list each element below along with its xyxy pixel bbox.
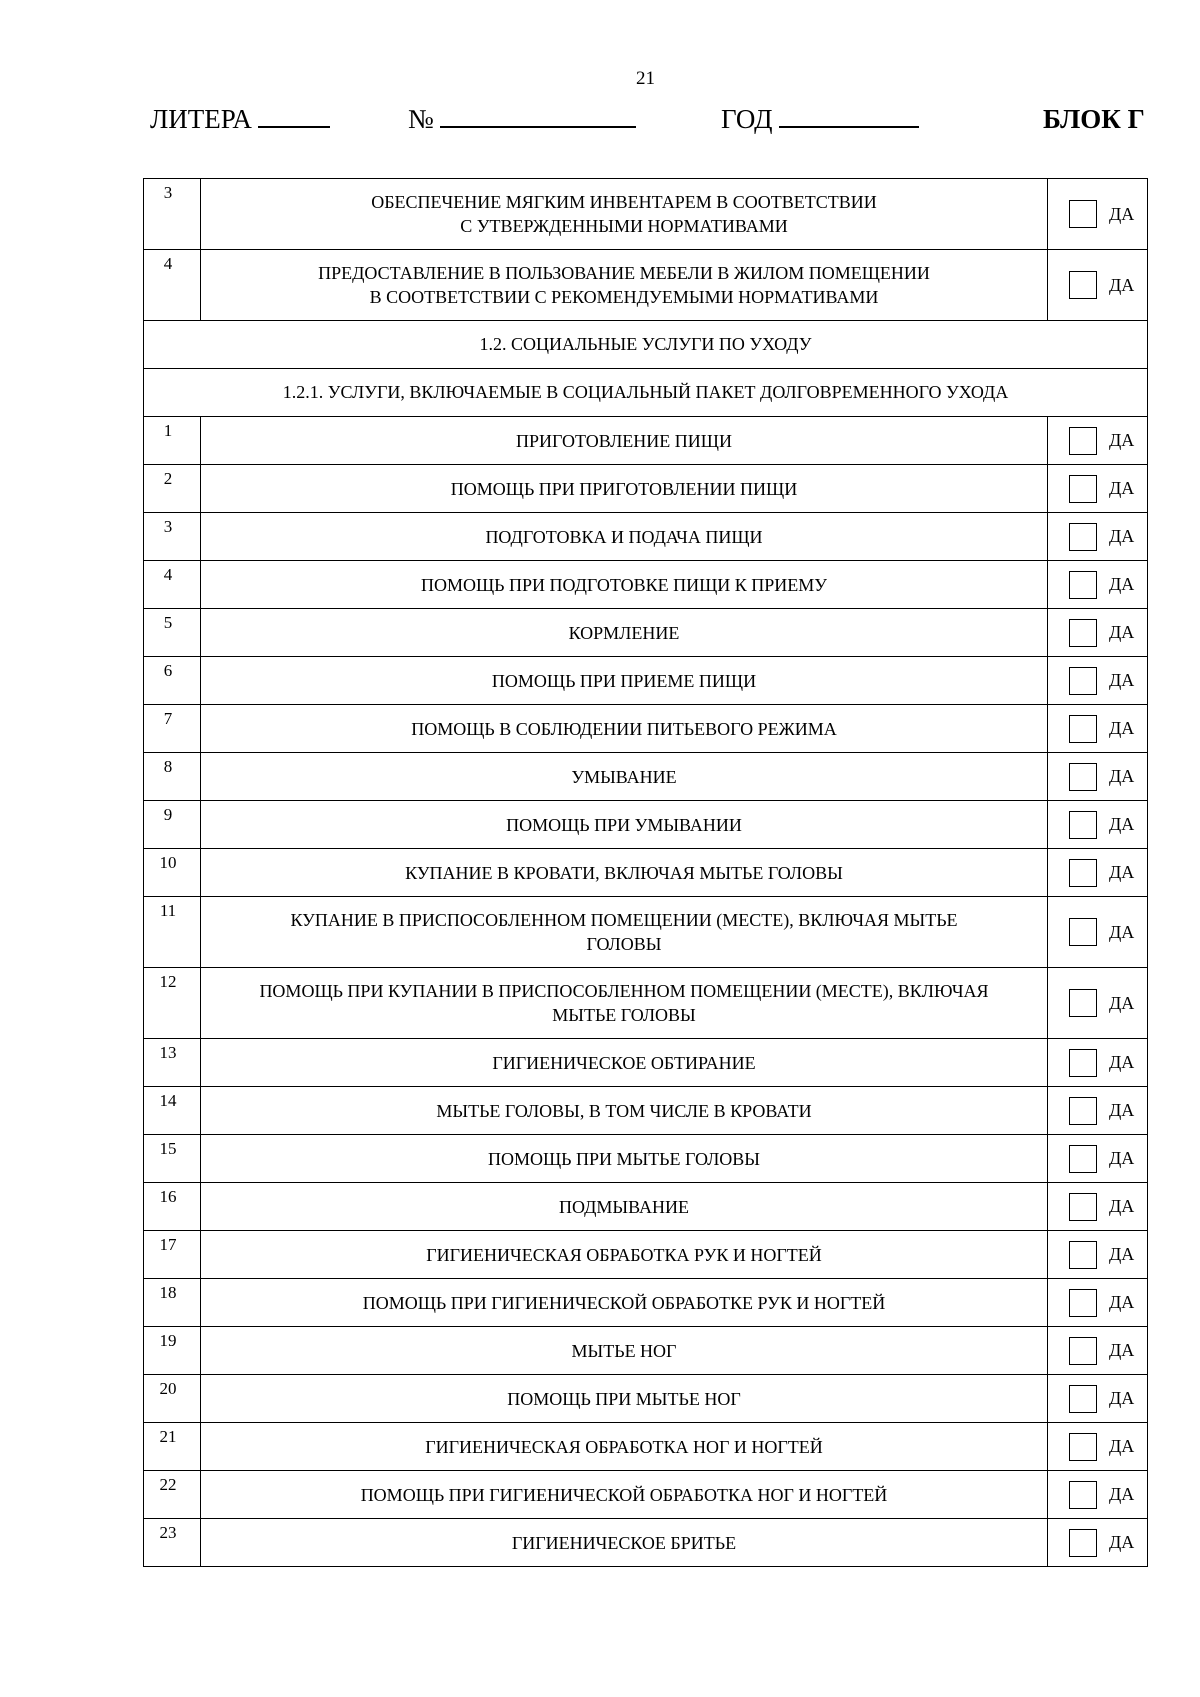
block-label: БЛОК Г <box>1043 104 1145 134</box>
yes-checkbox-cell <box>1048 801 1148 849</box>
yes-checkbox[interactable] <box>1069 571 1097 599</box>
yes-checkbox-group <box>1048 1529 1147 1557</box>
row-number: 21 <box>159 1427 177 1446</box>
table-row <box>144 753 1148 801</box>
row-number-cell <box>144 561 201 609</box>
row-number-cell <box>144 1327 201 1375</box>
row-number: 18 <box>159 1283 177 1302</box>
yes-label: ДА <box>1109 766 1135 786</box>
yes-checkbox[interactable] <box>1069 200 1097 228</box>
section-title-row <box>144 321 1148 369</box>
yes-checkbox-cell <box>1048 1183 1148 1231</box>
form-header <box>150 104 1150 144</box>
table-row <box>144 1279 1148 1327</box>
service-name: ОБЕСПЕЧЕНИЕ МЯГКИМ ИНВЕНТАРЕМ В СООТВЕТСТВИИ С УТВЕРЖДЕННЫМИ НОРМАТИВАМИ <box>371 192 877 236</box>
yes-checkbox[interactable] <box>1069 427 1097 455</box>
service-name: ПОМОЩЬ ПРИ КУПАНИИ В ПРИСПОСОБЛЕННОМ ПОМЕЩЕНИИ (МЕСТЕ), ВКЛЮЧАЯ МЫТЬЕ ГОЛОВЫ <box>259 981 989 1025</box>
service-name-cell <box>201 513 1048 561</box>
row-number-cell <box>144 417 201 465</box>
row-number-cell <box>144 1279 201 1327</box>
yes-checkbox-group <box>1048 763 1147 791</box>
yes-checkbox[interactable] <box>1069 811 1097 839</box>
service-name-cell <box>201 179 1048 250</box>
yes-checkbox-cell <box>1048 657 1148 705</box>
yes-checkbox[interactable] <box>1069 763 1097 791</box>
row-number: 6 <box>163 661 173 680</box>
yes-label: ДА <box>1109 430 1135 450</box>
yes-checkbox-cell <box>1048 1423 1148 1471</box>
yes-label: ДА <box>1109 574 1135 594</box>
subsection-title: 1.2.1. УСЛУГИ, ВКЛЮЧАЕМЫЕ В СОЦИАЛЬНЫЙ ПАКЕТ ДОЛГОВРЕМЕННОГО УХОДА <box>144 369 1148 417</box>
yes-checkbox-group <box>1048 1193 1147 1221</box>
service-name: ГИГИЕНИЧЕСКАЯ ОБРАБОТКА РУК И НОГТЕЙ <box>426 1244 822 1265</box>
yes-checkbox[interactable] <box>1069 1289 1097 1317</box>
yes-checkbox-group <box>1048 1241 1147 1269</box>
yes-checkbox-group <box>1048 715 1147 743</box>
row-number: 23 <box>159 1523 177 1542</box>
service-name-cell <box>201 1279 1048 1327</box>
row-number: 3 <box>163 517 173 536</box>
yes-checkbox-cell <box>1048 897 1148 968</box>
yes-checkbox[interactable] <box>1069 619 1097 647</box>
row-number-cell <box>144 968 201 1039</box>
service-name: КУПАНИЕ В ПРИСПОСОБЛЕННОМ ПОМЕЩЕНИИ (МЕСТЕ), ВКЛЮЧАЯ МЫТЬЕ ГОЛОВЫ <box>290 910 958 954</box>
table-row <box>144 417 1148 465</box>
row-number-cell <box>144 1087 201 1135</box>
service-name: МЫТЬЕ НОГ <box>571 1340 677 1361</box>
table-row <box>144 609 1148 657</box>
yes-label: ДА <box>1109 1532 1135 1552</box>
row-number: 10 <box>159 853 177 872</box>
table-row <box>144 1471 1148 1519</box>
row-number: 17 <box>159 1235 177 1254</box>
yes-checkbox[interactable] <box>1069 1433 1097 1461</box>
row-number-cell <box>144 1519 201 1567</box>
row-number: 11 <box>159 901 177 920</box>
yes-checkbox-cell <box>1048 1471 1148 1519</box>
service-name: ГИГИЕНИЧЕСКОЕ БРИТЬЕ <box>511 1532 737 1553</box>
table-row <box>144 1519 1148 1567</box>
yes-checkbox[interactable] <box>1069 918 1097 946</box>
service-name: КУПАНИЕ В КРОВАТИ, ВКЛЮЧАЯ МЫТЬЕ ГОЛОВЫ <box>405 862 843 883</box>
yes-label: ДА <box>1109 1388 1135 1408</box>
yes-label: ДА <box>1109 1052 1135 1072</box>
service-name: ГИГИЕНИЧЕСКАЯ ОБРАБОТКА НОГ И НОГТЕЙ <box>425 1436 823 1457</box>
yes-checkbox-group <box>1048 619 1147 647</box>
yes-label: ДА <box>1109 1196 1135 1216</box>
service-name-cell <box>201 609 1048 657</box>
service-name: ПРИГОТОВЛЕНИЕ ПИЩИ <box>516 430 732 451</box>
table-row <box>144 897 1148 968</box>
yes-checkbox-group <box>1048 571 1147 599</box>
yes-checkbox[interactable] <box>1069 1241 1097 1269</box>
service-name-cell <box>201 250 1048 321</box>
yes-checkbox-cell <box>1048 1327 1148 1375</box>
yes-checkbox-group <box>1048 427 1147 455</box>
row-number: 12 <box>159 972 177 991</box>
service-name: ПОДМЫВАНИЕ <box>559 1196 689 1217</box>
yes-checkbox-cell <box>1048 250 1148 321</box>
row-number: 5 <box>163 613 173 632</box>
yes-checkbox[interactable] <box>1069 1097 1097 1125</box>
service-name-cell <box>201 417 1048 465</box>
table-row <box>144 1183 1148 1231</box>
yes-checkbox-cell <box>1048 1087 1148 1135</box>
yes-label: ДА <box>1109 814 1135 834</box>
table-row <box>144 465 1148 513</box>
yes-checkbox-cell <box>1048 513 1148 561</box>
year-blank[interactable] <box>779 104 919 128</box>
table-row <box>144 1087 1148 1135</box>
service-name-cell <box>201 1183 1048 1231</box>
yes-checkbox[interactable] <box>1069 475 1097 503</box>
service-name-cell <box>201 968 1048 1039</box>
yes-checkbox-cell <box>1048 609 1148 657</box>
service-name-cell <box>201 1087 1048 1135</box>
yes-label: ДА <box>1109 1292 1135 1312</box>
yes-checkbox-group <box>1048 1433 1147 1461</box>
service-name: ПОМОЩЬ ПРИ ПОДГОТОВКЕ ПИЩИ К ПРИЕМУ <box>420 574 828 595</box>
yes-label: ДА <box>1109 1340 1135 1360</box>
yes-checkbox-group <box>1048 475 1147 503</box>
service-name-cell <box>201 1039 1048 1087</box>
yes-label: ДА <box>1109 622 1135 642</box>
yes-checkbox-group <box>1048 667 1147 695</box>
yes-checkbox-cell <box>1048 968 1148 1039</box>
yes-label: ДА <box>1109 1484 1135 1504</box>
row-number: 4 <box>163 254 173 273</box>
yes-checkbox[interactable] <box>1069 1193 1097 1221</box>
yes-checkbox-group <box>1048 1049 1147 1077</box>
yes-checkbox-cell <box>1048 705 1148 753</box>
service-name-cell <box>201 1135 1048 1183</box>
row-number: 22 <box>159 1475 177 1494</box>
table-row <box>144 250 1148 321</box>
yes-checkbox-group <box>1048 1289 1147 1317</box>
yes-checkbox[interactable] <box>1069 859 1097 887</box>
yes-label: ДА <box>1109 1148 1135 1168</box>
table-row <box>144 513 1148 561</box>
yes-checkbox[interactable] <box>1069 1145 1097 1173</box>
row-number: 8 <box>163 757 173 776</box>
yes-checkbox-cell <box>1048 1039 1148 1087</box>
table-row <box>144 1423 1148 1471</box>
subsection-title-row <box>144 369 1148 417</box>
row-number-cell <box>144 1183 201 1231</box>
row-number-cell <box>144 1039 201 1087</box>
row-number-cell <box>144 1375 201 1423</box>
services-table <box>143 178 1148 1567</box>
service-name-cell <box>201 561 1048 609</box>
yes-checkbox-cell <box>1048 1279 1148 1327</box>
yes-checkbox-cell <box>1048 561 1148 609</box>
yes-checkbox-cell <box>1048 1375 1148 1423</box>
table-row <box>144 801 1148 849</box>
year-field <box>721 104 919 135</box>
number-field <box>408 104 636 135</box>
litera-field <box>150 104 330 135</box>
service-name-cell <box>201 897 1048 968</box>
row-number-cell <box>144 1135 201 1183</box>
yes-checkbox[interactable] <box>1069 1529 1097 1557</box>
yes-checkbox[interactable] <box>1069 523 1097 551</box>
yes-checkbox-cell <box>1048 753 1148 801</box>
table-row <box>144 657 1148 705</box>
yes-label: ДА <box>1109 670 1135 690</box>
yes-checkbox-group <box>1048 1385 1147 1413</box>
yes-checkbox-group <box>1048 523 1147 551</box>
yes-checkbox-group <box>1048 918 1147 946</box>
service-name-cell <box>201 657 1048 705</box>
service-name: ПОМОЩЬ ПРИ МЫТЬЕ ГОЛОВЫ <box>487 1148 760 1169</box>
service-name-cell <box>201 1423 1048 1471</box>
yes-label: ДА <box>1109 992 1135 1013</box>
yes-checkbox[interactable] <box>1069 989 1097 1017</box>
row-number-cell <box>144 609 201 657</box>
yes-checkbox-cell <box>1048 465 1148 513</box>
service-name-cell <box>201 801 1048 849</box>
yes-checkbox-group <box>1048 1481 1147 1509</box>
yes-checkbox-group <box>1048 989 1147 1017</box>
row-number-cell <box>144 1471 201 1519</box>
service-name: ПРЕДОСТАВЛЕНИЕ В ПОЛЬЗОВАНИЕ МЕБЕЛИ В ЖИЛОМ ПОМЕЩЕНИИ В СООТВЕТСТВИИ С РЕКОМЕНДУЕМЫМИ НОРМАТИВАМИ <box>318 263 930 307</box>
row-number: 9 <box>163 805 173 824</box>
yes-checkbox-group <box>1048 200 1147 228</box>
yes-checkbox-group <box>1048 859 1147 887</box>
service-name: МЫТЬЕ ГОЛОВЫ, В ТОМ ЧИСЛЕ В КРОВАТИ <box>436 1100 812 1121</box>
litera-blank[interactable] <box>258 104 330 128</box>
service-name: ПОМОЩЬ ПРИ ГИГИЕНИЧЕСКОЙ ОБРАБОТКА НОГ И НОГТЕЙ <box>360 1484 888 1505</box>
table-row <box>144 705 1148 753</box>
row-number: 14 <box>159 1091 177 1110</box>
service-name-cell <box>201 465 1048 513</box>
row-number-cell <box>144 849 201 897</box>
table-row <box>144 1375 1148 1423</box>
row-number: 13 <box>159 1043 177 1062</box>
row-number: 1 <box>163 421 173 440</box>
yes-label: ДА <box>1109 526 1135 546</box>
yes-checkbox-cell <box>1048 1519 1148 1567</box>
yes-checkbox[interactable] <box>1069 1385 1097 1413</box>
service-name-cell <box>201 849 1048 897</box>
service-name-cell <box>201 1231 1048 1279</box>
yes-label: ДА <box>1109 1244 1135 1264</box>
row-number-cell <box>144 657 201 705</box>
yes-checkbox[interactable] <box>1069 1481 1097 1509</box>
number-label: № <box>408 104 434 134</box>
yes-label: ДА <box>1109 862 1135 882</box>
year-label: ГОД <box>721 104 773 134</box>
service-name: ПОМОЩЬ ПРИ ПРИЕМЕ ПИЩИ <box>491 670 757 691</box>
yes-label: ДА <box>1109 921 1135 942</box>
service-name-cell <box>201 1519 1048 1567</box>
row-number: 19 <box>159 1331 177 1350</box>
yes-checkbox-cell <box>1048 849 1148 897</box>
yes-checkbox-group <box>1048 811 1147 839</box>
service-name: ПОМОЩЬ ПРИ МЫТЬЕ НОГ <box>507 1388 741 1409</box>
service-name-cell <box>201 1471 1048 1519</box>
yes-checkbox-cell <box>1048 417 1148 465</box>
row-number-cell <box>144 465 201 513</box>
table-row <box>144 1327 1148 1375</box>
row-number-cell <box>144 1423 201 1471</box>
row-number: 16 <box>159 1187 177 1206</box>
yes-label: ДА <box>1109 1436 1135 1456</box>
row-number-cell <box>144 897 201 968</box>
row-number: 3 <box>163 183 173 202</box>
row-number: 20 <box>159 1379 177 1398</box>
table-row <box>144 179 1148 250</box>
table-row <box>144 1135 1148 1183</box>
service-name: ПОМОЩЬ ПРИ УМЫВАНИИ <box>506 814 742 835</box>
yes-label: ДА <box>1109 203 1135 224</box>
yes-checkbox-cell <box>1048 1135 1148 1183</box>
service-name: ПОМОЩЬ ПРИ ГИГИЕНИЧЕСКОЙ ОБРАБОТКЕ РУК И НОГТЕЙ <box>362 1292 886 1313</box>
yes-label: ДА <box>1109 718 1135 738</box>
yes-checkbox[interactable] <box>1069 1049 1097 1077</box>
service-name-cell <box>201 705 1048 753</box>
row-number: 15 <box>159 1139 177 1158</box>
litera-label: ЛИТЕРА <box>150 104 252 134</box>
row-number-cell <box>144 753 201 801</box>
service-name: ГИГИЕНИЧЕСКОЕ ОБТИРАНИЕ <box>492 1052 756 1073</box>
table-row <box>144 561 1148 609</box>
yes-checkbox-cell <box>1048 179 1148 250</box>
service-name-cell <box>201 1327 1048 1375</box>
yes-checkbox-group <box>1048 1097 1147 1125</box>
yes-checkbox-group <box>1048 271 1147 299</box>
yes-checkbox-cell <box>1048 1231 1148 1279</box>
yes-checkbox-group <box>1048 1337 1147 1365</box>
row-number: 7 <box>163 709 173 728</box>
row-number-cell <box>144 1231 201 1279</box>
section-title: 1.2. СОЦИАЛЬНЫЕ УСЛУГИ ПО УХОДУ <box>144 321 1148 369</box>
yes-checkbox[interactable] <box>1069 715 1097 743</box>
service-name: ПОМОЩЬ В СОБЛЮДЕНИИ ПИТЬЕВОГО РЕЖИМА <box>411 718 837 739</box>
services-table-body <box>144 179 1148 1567</box>
yes-checkbox[interactable] <box>1069 667 1097 695</box>
yes-checkbox[interactable] <box>1069 1337 1097 1365</box>
table-row <box>144 1039 1148 1087</box>
number-blank[interactable] <box>440 104 636 128</box>
yes-label: ДА <box>1109 1100 1135 1120</box>
service-name-cell <box>201 753 1048 801</box>
yes-checkbox-group <box>1048 1145 1147 1173</box>
yes-label: ДА <box>1109 274 1135 295</box>
yes-label: ДА <box>1109 478 1135 498</box>
row-number-cell <box>144 513 201 561</box>
row-number-cell <box>144 705 201 753</box>
row-number: 4 <box>163 565 173 584</box>
service-name: УМЫВАНИЕ <box>571 766 677 787</box>
table-row <box>144 1231 1148 1279</box>
page-number: 21 <box>636 68 655 89</box>
service-name: ПОДГОТОВКА И ПОДАЧА ПИЩИ <box>485 526 763 547</box>
service-name: КОРМЛЕНИЕ <box>568 622 680 643</box>
row-number-cell <box>144 250 201 321</box>
row-number: 2 <box>163 469 173 488</box>
table-row <box>144 849 1148 897</box>
row-number-cell <box>144 179 201 250</box>
table-row <box>144 968 1148 1039</box>
service-name-cell <box>201 1375 1048 1423</box>
row-number-cell <box>144 801 201 849</box>
service-name: ПОМОЩЬ ПРИ ПРИГОТОВЛЕНИИ ПИЩИ <box>450 478 798 499</box>
yes-checkbox[interactable] <box>1069 271 1097 299</box>
